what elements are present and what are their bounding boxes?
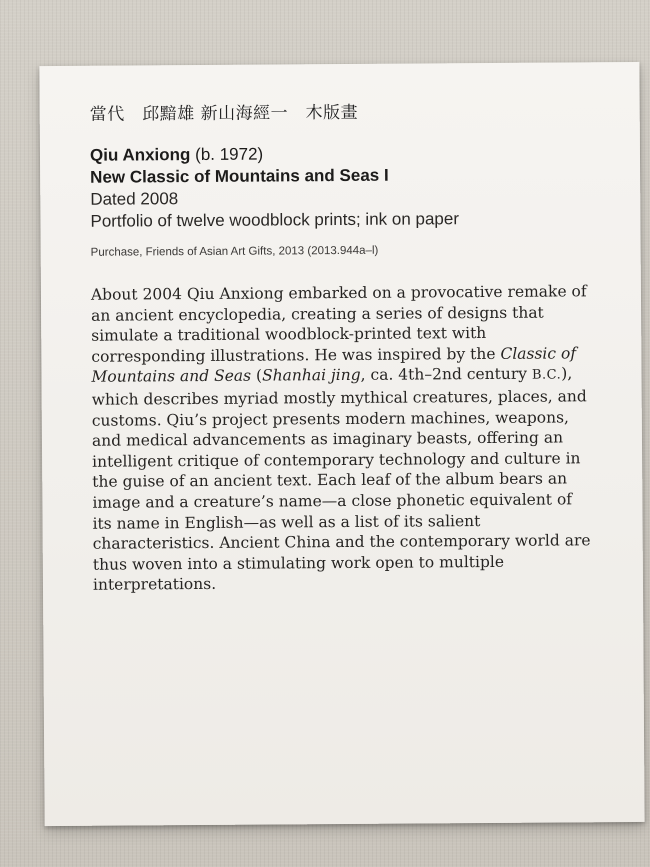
description-era-abbrev: B.C.: [531, 367, 562, 384]
description-text: [91, 281, 593, 595]
work-title: New Classic of Mountains and Seas I: [90, 165, 389, 187]
description-italic-chinese-title: Shanhai jing: [261, 366, 361, 385]
artist-dates: (b. 1972): [190, 144, 264, 165]
description-segment: About 2004 Qiu Anxiong embarked on a provocative remake of an ancient encyclopedia, creating a series of designs that simulate a traditional woodblock-printed text with corresponding illustrations. He was inspired by the: [90, 282, 587, 366]
description-italic-title: Classic of Mountains and Seas: [91, 344, 577, 387]
dated-line: Dated 2008: [90, 189, 179, 209]
description-segment: ), which describes myriad mostly mythical creatures, places, and customs. Qiu’s project presents modern machines, weapons, and medical advancements as imaginary beasts, offering an intelligent critique of contemporary technology and culture in the guise of an ancient text. Each leaf of the album bears an image and a creature’s name—a close phonetic equivalent of its name in English—as well as a list of its salient characteristics. Ancient China and the contemporary world are thus woven into a stimulating work open to multiple interpretations.: [91, 364, 591, 595]
description-paragraph: [91, 281, 593, 595]
description-segment: (: [250, 366, 263, 386]
chinese-title: 當代 邱黯雄 新山海經一 木版畫: [89, 102, 359, 125]
medium-line: Portfolio of twelve woodblock prints; ink on paper: [90, 209, 460, 231]
description-segment: , ca. 4th–2nd century: [360, 365, 533, 385]
artist-name: Qiu Anxiong: [89, 145, 191, 165]
credit-line: Purchase, Friends of Asian Art Gifts, 2013 (2013.944a–l): [90, 244, 379, 259]
museum-label-card: [39, 62, 644, 826]
